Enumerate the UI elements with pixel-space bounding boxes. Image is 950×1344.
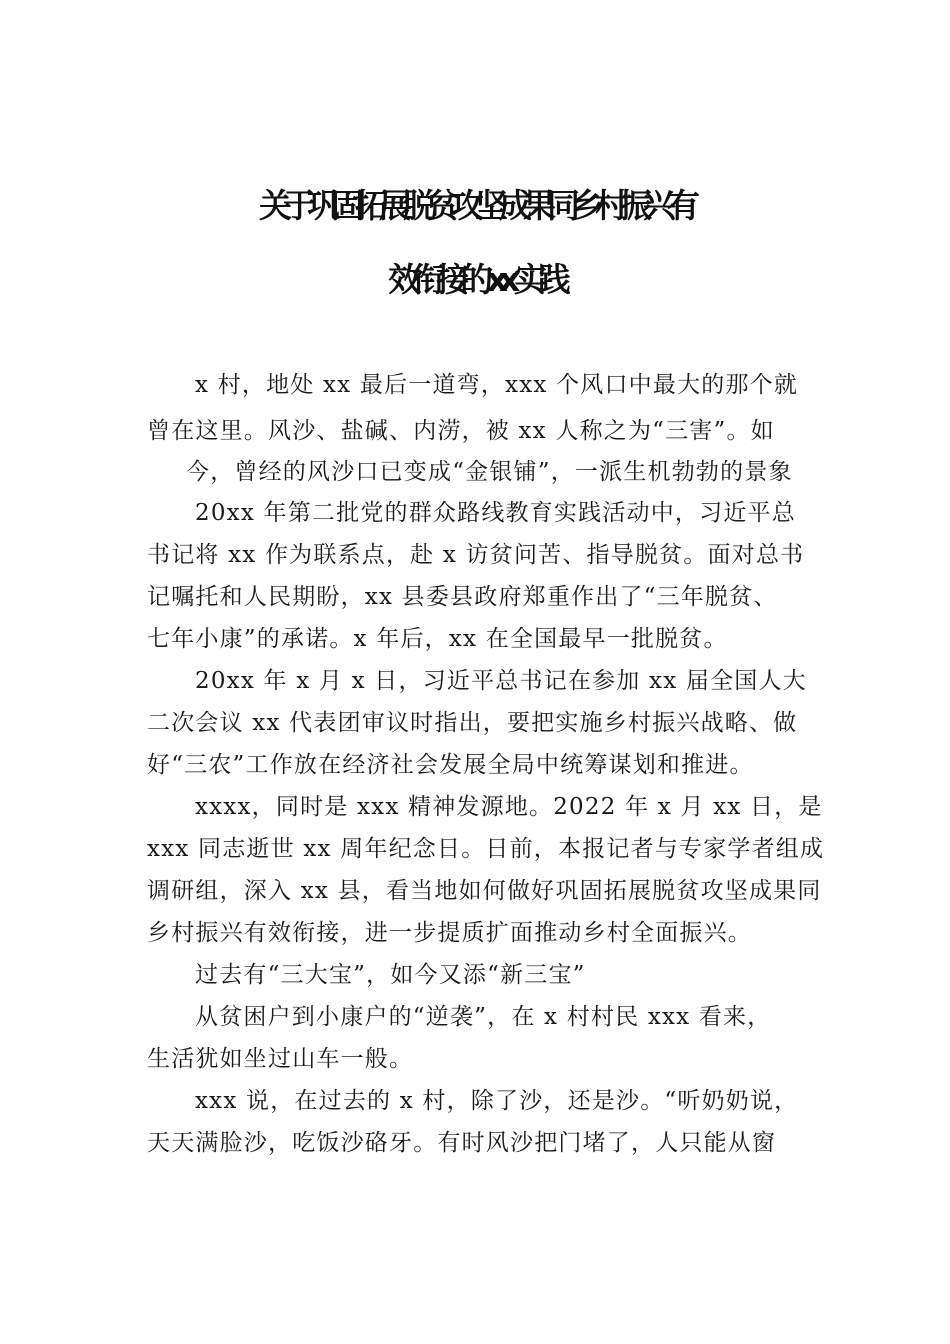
body-line: 七年小康”的承诺。x 年后，xx 在全国最早一批脱贫。 xyxy=(147,626,728,652)
body-line: 生活犹如坐过山车一般。 xyxy=(147,1046,414,1072)
body-line: 书记将 xx 作为联系点，赴 x 访贫问苦、指导脱贫。面对总书 xyxy=(147,542,805,568)
body-line: 调研组，深入 xx 县，看当地如何做好巩固拓展脱贫攻坚成果同 xyxy=(147,878,822,904)
body-line: 20xx 年 x 月 x 日，习近平总书记在参加 xx 届全国人大 xyxy=(195,668,807,694)
document-title-line-2: 效衔接的 xx 实践 xyxy=(388,260,562,299)
body-line: 20xx 年第二批党的群众路线教育实践活动中，习近平总 xyxy=(195,500,796,526)
body-line: xxx 同志逝世 xx 周年纪念日。日前，本报记者与专家学者组成 xyxy=(147,836,825,862)
body-line: 曾在这里。风沙、盐碱、内涝，被 xx 人称之为“三害”。如 xyxy=(147,418,775,444)
body-line: 从贫困户到小康户的“逆袭”，在 x 村村民 xxx 看来， xyxy=(195,1004,772,1030)
body-line: 记嘱托和人民期盼，xx 县委县政府郑重作出了“三年脱贫、 xyxy=(147,584,778,610)
body-line: 今，曾经的风沙口已变成“金银铺”，一派生机勃勃的景象 xyxy=(186,459,793,485)
body-line: 二次会议 xx 代表团审议时指出，要把实施乡村振兴战略、做 xyxy=(147,710,798,736)
body-line: xxx 说，在过去的 x 村，除了沙，还是沙。“听奶奶说， xyxy=(195,1088,799,1114)
body-line: xxxx，同时是 xxx 精神发源地。2022 年 x 月 xx 日，是 xyxy=(195,794,823,820)
section-subheading: 过去有“三大宝”，如今又添“新三宝” xyxy=(195,962,586,988)
body-line: 乡村振兴有效衔接，进一步提质扩面推动乡村全面振兴。 xyxy=(147,920,752,946)
document-title-line-1: 关于巩固拓展脱贫攻坚成果同乡村振兴有 xyxy=(259,186,691,225)
body-line: 天天满脸沙，吃饭沙硌牙。有时风沙把门堵了，人只能从窗 xyxy=(147,1130,777,1156)
body-line: x 村，地处 xx 最后一道弯，xxx 个风口中最大的那个就 xyxy=(195,372,799,398)
body-line: 好“三农”工作放在经济社会发展全局中统筹谋划和推进。 xyxy=(147,752,754,778)
